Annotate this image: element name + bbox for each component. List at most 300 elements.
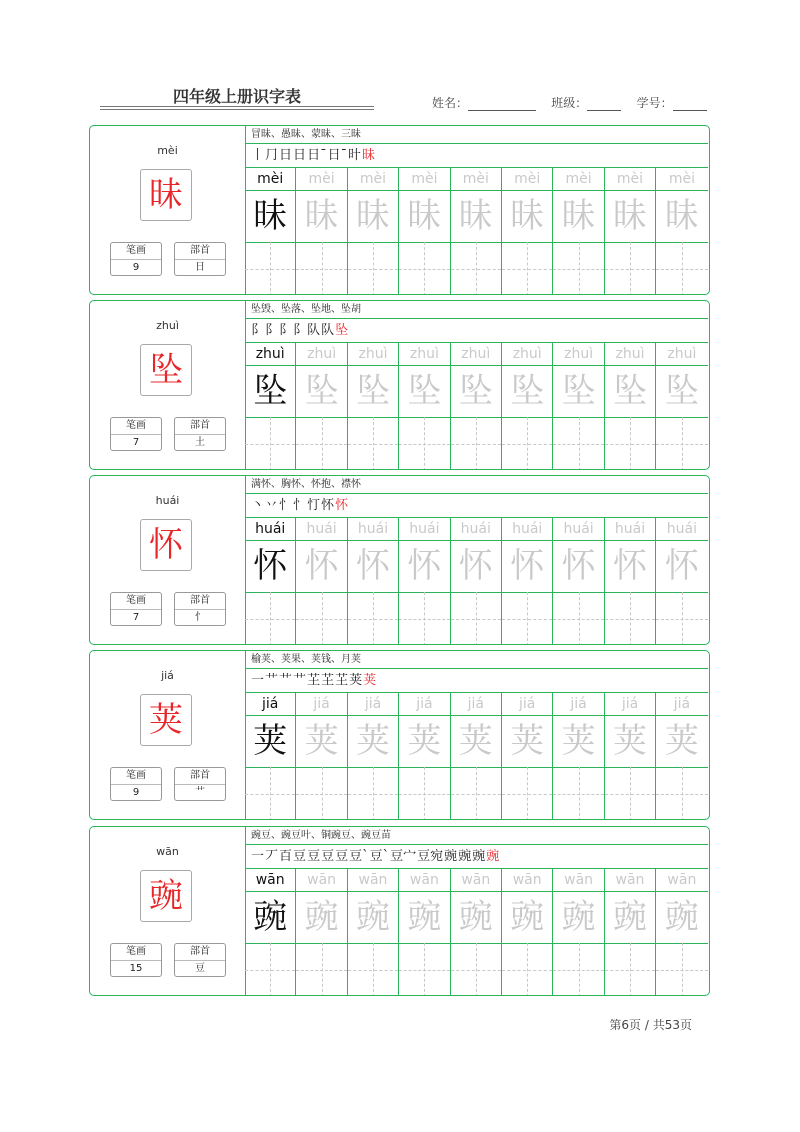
guide-line [373, 767, 374, 820]
blank-practice-square[interactable] [348, 767, 398, 820]
blank-practice-square[interactable] [348, 417, 398, 470]
pinyin-practice: jiá [553, 693, 603, 716]
blank-practice-square[interactable] [399, 242, 449, 295]
stroke-count-label: 笔画 [111, 243, 161, 260]
example-words: 榆荚、荚果、荚钱、月荚 [245, 651, 708, 669]
radical-label: 部首 [175, 418, 225, 435]
pinyin-practice: mèi [502, 168, 552, 191]
writing-cell[interactable] [296, 343, 347, 470]
writing-cell[interactable] [502, 168, 553, 295]
pinyin-practice: wān [296, 869, 346, 892]
stroke-step: 芏 [307, 673, 321, 688]
stroke-count-label: 笔画 [111, 593, 161, 610]
pinyin-practice: zhuì [502, 343, 552, 366]
stroke-count-value: 7 [132, 612, 140, 623]
blank-practice-square[interactable] [502, 943, 552, 996]
page-footer: 第6页 / 共53页 [609, 1018, 692, 1032]
guide-line [476, 943, 477, 996]
writing-cell[interactable] [245, 168, 296, 295]
writing-cell[interactable] [502, 343, 553, 470]
writing-cell[interactable] [348, 869, 399, 996]
pinyin-practice: mèi [296, 168, 346, 191]
character-summary [90, 651, 246, 819]
stroke-step: 百 [279, 849, 293, 864]
pinyin-practice: wān [502, 869, 552, 892]
blank-practice-square[interactable] [245, 767, 295, 820]
guide-line [579, 417, 580, 470]
blank-practice-square[interactable] [296, 943, 346, 996]
writing-cell[interactable] [553, 869, 604, 996]
writing-cell[interactable] [656, 343, 707, 470]
character-card [89, 125, 710, 295]
blank-practice-square[interactable] [605, 592, 655, 645]
title-underline [100, 106, 374, 107]
pinyin-practice: mèi [605, 168, 655, 191]
writing-cell[interactable] [502, 518, 553, 645]
character-practice: 坠 [348, 365, 398, 418]
character-practice: 昧 [656, 190, 707, 243]
pinyin-label: zhuì [156, 319, 179, 332]
guide-line [630, 767, 631, 820]
pinyin-practice: wān [451, 869, 501, 892]
writing-cell[interactable] [399, 869, 450, 996]
character-practice: 怀 [399, 540, 449, 593]
stroke-order-row [245, 144, 708, 168]
stroke-step: 日ˉ [327, 148, 348, 163]
writing-cell[interactable] [296, 869, 347, 996]
student-no-field[interactable] [673, 98, 707, 111]
stroke-step: 豌 [486, 849, 500, 864]
pinyin-practice: zhuì [348, 343, 398, 366]
radical-box [174, 592, 226, 626]
blank-practice-square[interactable] [296, 242, 346, 295]
writing-grid [245, 869, 708, 996]
stroke-step: 芏 [321, 673, 335, 688]
guide-line [682, 767, 683, 820]
writing-cell[interactable] [451, 168, 502, 295]
practice-area [245, 476, 708, 644]
blank-practice-square[interactable] [502, 767, 552, 820]
blank-practice-square[interactable] [399, 592, 449, 645]
blank-practice-square[interactable] [656, 943, 707, 996]
class-field[interactable] [587, 98, 621, 111]
title-underline-double [100, 109, 374, 110]
pinyin-practice: jiá [296, 693, 346, 716]
stroke-step: 豆ˋ [349, 849, 369, 864]
writing-cell[interactable] [553, 693, 604, 820]
blank-practice-square[interactable] [451, 417, 501, 470]
pinyin-practice: wān [656, 869, 707, 892]
stroke-step: 日 [293, 148, 307, 163]
character-practice: 荚 [656, 715, 707, 768]
character-practice: 怀 [245, 540, 295, 593]
example-words: 满怀、胸怀、怀抱、襟怀 [245, 476, 708, 494]
guide-line [630, 592, 631, 645]
character-practice: 坠 [451, 365, 501, 418]
character-practice: 昧 [399, 190, 449, 243]
writing-cell[interactable] [399, 518, 450, 645]
pinyin-practice: huái [656, 518, 707, 541]
main-character: 昧 [140, 169, 192, 221]
radical-value: 忄 [195, 612, 205, 623]
guide-line [322, 592, 323, 645]
stroke-step: 豆 [321, 849, 335, 864]
blank-practice-square[interactable] [245, 943, 295, 996]
guide-line [476, 417, 477, 470]
guide-line [373, 242, 374, 295]
character-practice: 昧 [348, 190, 398, 243]
stroke-step: 丆 [265, 849, 279, 864]
writing-cell[interactable] [348, 343, 399, 470]
blank-practice-square[interactable] [605, 767, 655, 820]
radical-value: 豆 [195, 963, 205, 974]
stroke-step: 阝 [293, 323, 307, 338]
character-practice: 荚 [553, 715, 603, 768]
pinyin-practice: jiá [656, 693, 707, 716]
guide-line [527, 943, 528, 996]
pinyin-practice: zhuì [399, 343, 449, 366]
writing-cell[interactable] [605, 518, 656, 645]
blank-practice-square[interactable] [245, 592, 295, 645]
character-practice: 坠 [296, 365, 346, 418]
writing-cell[interactable] [451, 343, 502, 470]
blank-practice-square[interactable] [399, 767, 449, 820]
writing-cell[interactable] [451, 869, 502, 996]
example-words: 冒昧、愚昧、蒙昧、三昧 [245, 126, 708, 144]
character-practice: 昧 [296, 190, 346, 243]
writing-cell[interactable] [656, 518, 707, 645]
writing-cell[interactable] [502, 693, 553, 820]
stroke-order-row [245, 669, 708, 693]
character-practice: 昧 [553, 190, 603, 243]
stroke-step: 阝 [251, 323, 265, 338]
writing-cell[interactable] [245, 693, 296, 820]
pinyin-practice: zhuì [296, 343, 346, 366]
practice-area [245, 126, 708, 294]
pinyin-practice: zhuì [605, 343, 655, 366]
character-card [89, 650, 710, 820]
character-practice: 怀 [553, 540, 603, 593]
pinyin-practice: mèi [553, 168, 603, 191]
student-no-label: 学号： [636, 96, 673, 110]
pinyin-label: huái [155, 494, 180, 507]
writing-cell[interactable] [605, 168, 656, 295]
writing-cell[interactable] [296, 693, 347, 820]
character-practice: 荚 [348, 715, 398, 768]
character-practice: 豌 [502, 891, 552, 944]
blank-practice-square[interactable] [348, 592, 398, 645]
character-practice: 豌 [399, 891, 449, 944]
guide-line [682, 417, 683, 470]
guide-line [270, 242, 271, 295]
guide-line [424, 242, 425, 295]
character-practice: 豌 [245, 891, 295, 944]
pinyin-practice: zhuì [656, 343, 707, 366]
stroke-step: 豆 [307, 849, 321, 864]
stroke-step: 阝 [279, 323, 293, 338]
worksheet-title: 四年级上册识字表 [172, 87, 301, 106]
example-words: 豌豆、豌豆叶、铜豌豆、豌豆苗 [245, 827, 708, 845]
stroke-count-box [110, 943, 162, 977]
writing-cell[interactable] [296, 168, 347, 295]
radical-value: 日 [195, 262, 205, 273]
stroke-step: 荚 [363, 673, 377, 688]
stroke-step: 丷 [265, 498, 279, 513]
blank-practice-square[interactable] [245, 417, 295, 470]
guide-line [527, 767, 528, 820]
blank-practice-square[interactable] [296, 417, 346, 470]
stroke-step: 豆 [335, 849, 349, 864]
pinyin-practice: jiá [502, 693, 552, 716]
stroke-count-label: 笔画 [111, 768, 161, 785]
blank-practice-square[interactable] [605, 242, 655, 295]
stroke-step: 荚 [349, 673, 363, 688]
writing-grid [245, 693, 708, 820]
character-summary [90, 126, 246, 294]
blank-practice-square[interactable] [399, 417, 449, 470]
writing-grid [245, 343, 708, 470]
guide-line [476, 767, 477, 820]
pinyin-practice: zhuì [245, 343, 295, 366]
stroke-step: 日ˉ [307, 148, 327, 163]
character-practice: 豌 [296, 891, 346, 944]
guide-line [270, 767, 271, 820]
stroke-step: 旪 [348, 148, 362, 163]
writing-cell[interactable] [656, 869, 707, 996]
pinyin-practice: jiá [605, 693, 655, 716]
character-practice: 坠 [245, 365, 295, 418]
blank-practice-square[interactable] [553, 943, 603, 996]
guide-line [322, 943, 323, 996]
radical-box [174, 417, 226, 451]
blank-practice-square[interactable] [348, 943, 398, 996]
character-summary [90, 476, 246, 644]
character-card [89, 475, 710, 645]
writing-cell[interactable] [348, 518, 399, 645]
writing-cell[interactable] [656, 693, 707, 820]
stroke-step: 忄 [293, 498, 307, 513]
blank-practice-square[interactable] [502, 592, 552, 645]
guide-line [630, 417, 631, 470]
stroke-count-value: 15 [129, 963, 143, 974]
writing-cell[interactable] [605, 869, 656, 996]
writing-cell[interactable] [245, 343, 296, 470]
guide-line [579, 767, 580, 820]
blank-practice-square[interactable] [656, 242, 707, 295]
stroke-step: 豆 [293, 849, 307, 864]
writing-cell[interactable] [656, 168, 707, 295]
character-practice: 坠 [399, 365, 449, 418]
blank-practice-square[interactable] [605, 417, 655, 470]
blank-practice-square[interactable] [656, 417, 707, 470]
writing-cell[interactable] [245, 518, 296, 645]
writing-cell[interactable] [399, 693, 450, 820]
stroke-order-row [245, 494, 708, 518]
writing-cell[interactable] [502, 869, 553, 996]
pinyin-practice: mèi [245, 168, 295, 191]
blank-practice-square[interactable] [605, 943, 655, 996]
writing-cell[interactable] [399, 168, 450, 295]
radical-label: 部首 [175, 768, 225, 785]
stroke-step: ⺆ [265, 148, 279, 163]
blank-practice-square[interactable] [656, 592, 707, 645]
pinyin-practice: mèi [656, 168, 707, 191]
blank-practice-square[interactable] [553, 592, 603, 645]
writing-cell[interactable] [399, 343, 450, 470]
guide-line [630, 242, 631, 295]
writing-cell[interactable] [605, 343, 656, 470]
blank-practice-square[interactable] [502, 417, 552, 470]
stroke-step: 日 [279, 148, 293, 163]
character-practice: 豌 [656, 891, 707, 944]
pinyin-practice: jiá [451, 693, 501, 716]
radical-label: 部首 [175, 593, 225, 610]
pinyin-practice: jiá [348, 693, 398, 716]
character-practice: 怀 [605, 540, 655, 593]
guide-line [682, 242, 683, 295]
stroke-count-value: 9 [132, 787, 140, 798]
character-practice: 荚 [399, 715, 449, 768]
pinyin-label: jiá [161, 669, 174, 682]
pinyin-practice: huái [502, 518, 552, 541]
blank-practice-square[interactable] [451, 592, 501, 645]
writing-grid [245, 168, 708, 295]
blank-practice-square[interactable] [553, 417, 603, 470]
pinyin-practice: huái [605, 518, 655, 541]
blank-practice-square[interactable] [296, 592, 346, 645]
pinyin-practice: mèi [399, 168, 449, 191]
stroke-count-box [110, 417, 162, 451]
class-label: 班级： [551, 96, 588, 110]
character-practice: 坠 [605, 365, 655, 418]
character-practice: 荚 [605, 715, 655, 768]
example-words: 坠毁、坠落、坠地、坠胡 [245, 301, 708, 319]
stroke-step: 豌 [458, 849, 472, 864]
name-field[interactable] [468, 98, 536, 111]
stroke-step: 怀 [321, 498, 335, 513]
guide-line [322, 767, 323, 820]
blank-practice-square[interactable] [656, 767, 707, 820]
character-practice: 昧 [502, 190, 552, 243]
pinyin-practice: mèi [348, 168, 398, 191]
blank-practice-square[interactable] [502, 242, 552, 295]
guide-line [579, 592, 580, 645]
pinyin-practice: wān [348, 869, 398, 892]
pinyin-practice: huái [399, 518, 449, 541]
stroke-step: 豌 [444, 849, 458, 864]
stroke-step: 豆宀 [390, 849, 417, 864]
writing-cell[interactable] [451, 693, 502, 820]
blank-practice-square[interactable] [399, 943, 449, 996]
character-practice: 昧 [451, 190, 501, 243]
character-practice: 坠 [553, 365, 603, 418]
character-practice: 怀 [296, 540, 346, 593]
radical-value: 艹 [195, 787, 205, 798]
blank-practice-square[interactable] [553, 242, 603, 295]
stroke-step: 一 [251, 673, 265, 688]
writing-cell[interactable] [553, 343, 604, 470]
practice-area [245, 651, 708, 819]
guide-line [270, 592, 271, 645]
stroke-step: 昧 [362, 148, 376, 163]
writing-cell[interactable] [296, 518, 347, 645]
character-practice: 坠 [502, 365, 552, 418]
guide-line [424, 417, 425, 470]
character-practice: 豌 [348, 891, 398, 944]
character-practice: 怀 [451, 540, 501, 593]
character-practice: 豌 [451, 891, 501, 944]
character-practice: 豌 [553, 891, 603, 944]
writing-cell[interactable] [553, 168, 604, 295]
writing-cell[interactable] [451, 518, 502, 645]
blank-practice-square[interactable] [451, 767, 501, 820]
blank-practice-square[interactable] [296, 767, 346, 820]
pinyin-practice: jiá [399, 693, 449, 716]
blank-practice-square[interactable] [245, 242, 295, 295]
pinyin-practice: jiá [245, 693, 295, 716]
character-practice: 怀 [348, 540, 398, 593]
stroke-step: 丶 [251, 498, 265, 513]
guide-line [322, 242, 323, 295]
practice-area [245, 827, 708, 995]
character-practice: 怀 [502, 540, 552, 593]
pinyin-practice: wān [553, 869, 603, 892]
stroke-count-label: 笔画 [111, 944, 161, 961]
character-card [89, 300, 710, 470]
guide-line [424, 767, 425, 820]
blank-practice-square[interactable] [451, 943, 501, 996]
character-card [89, 826, 710, 996]
guide-line [682, 943, 683, 996]
writing-cell[interactable] [348, 693, 399, 820]
stroke-step: 队 [321, 323, 335, 338]
blank-practice-square[interactable] [348, 242, 398, 295]
writing-grid [245, 518, 708, 645]
guide-line [373, 592, 374, 645]
pinyin-practice: zhuì [553, 343, 603, 366]
guide-line [682, 592, 683, 645]
blank-practice-square[interactable] [451, 242, 501, 295]
writing-cell[interactable] [605, 693, 656, 820]
pinyin-practice: huái [553, 518, 603, 541]
radical-box [174, 767, 226, 801]
guide-line [322, 417, 323, 470]
stroke-step: 一 [251, 849, 265, 864]
blank-practice-square[interactable] [553, 767, 603, 820]
character-practice: 荚 [296, 715, 346, 768]
stroke-step: 坠 [335, 323, 349, 338]
guide-line [476, 592, 477, 645]
character-summary [90, 827, 246, 995]
writing-cell[interactable] [553, 518, 604, 645]
guide-line [270, 943, 271, 996]
stroke-count-value: 7 [132, 437, 140, 448]
guide-line [579, 242, 580, 295]
pinyin-practice: huái [245, 518, 295, 541]
pinyin-practice: zhuì [451, 343, 501, 366]
writing-cell[interactable] [348, 168, 399, 295]
main-character: 坠 [140, 344, 192, 396]
radical-box [174, 242, 226, 276]
stroke-count-value: 9 [132, 262, 140, 273]
character-practice: 荚 [245, 715, 295, 768]
stroke-step: 豌 [472, 849, 486, 864]
writing-cell[interactable] [245, 869, 296, 996]
character-practice: 荚 [451, 715, 501, 768]
stroke-step: 豆宛 [417, 849, 444, 864]
name-label: 姓名： [432, 96, 469, 110]
guide-line [527, 242, 528, 295]
